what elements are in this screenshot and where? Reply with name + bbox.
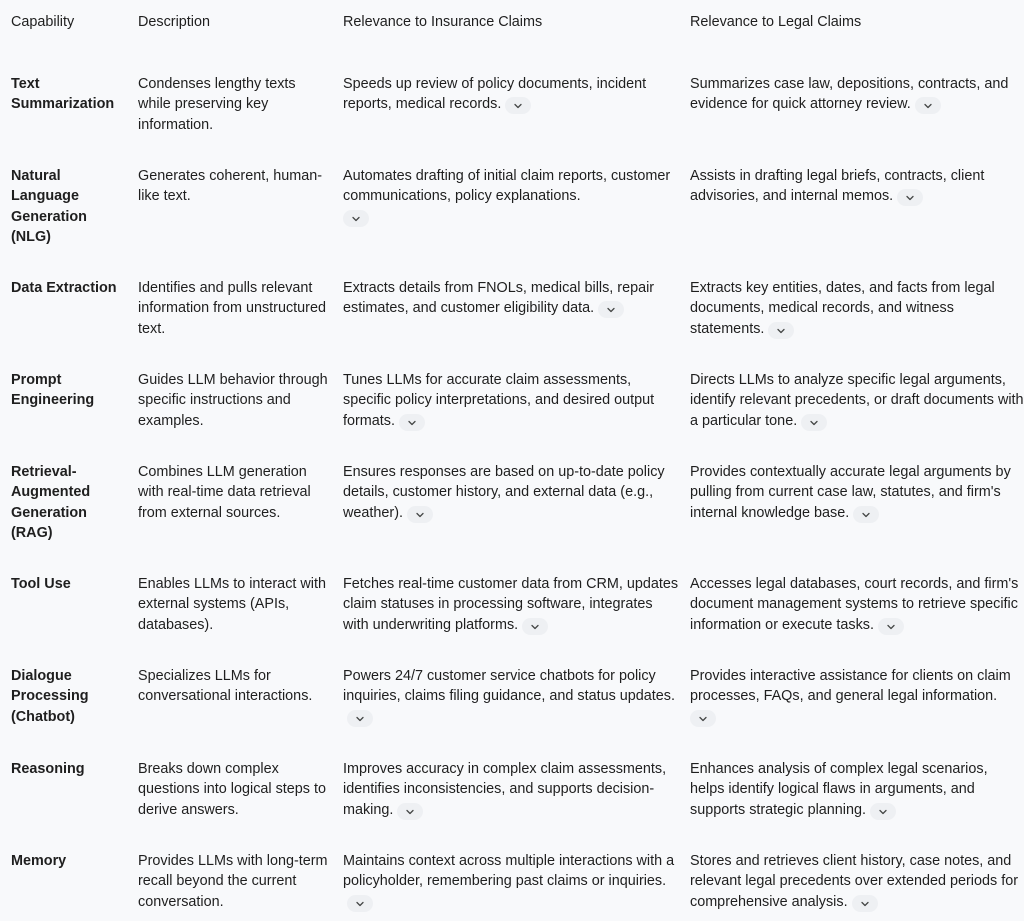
legal-text: Accesses legal databases, court records, and firm's document management systems to retrieve specific information or execute tasks. <box>690 576 1019 633</box>
legal-cell <box>679 54 1024 146</box>
header-description: Description <box>138 14 210 30</box>
legal-text: Provides contextually accurate legal arguments by pulling from current case law, statutes, and firm's internal knowledge base. <box>690 464 1011 521</box>
header-insurance: Relevance to Insurance Claims <box>343 14 543 30</box>
legal-text: Stores and retrieves client history, case notes, and relevant legal precedents over extended periods for comprehensive analysis. <box>690 853 1018 910</box>
legal-cell <box>679 146 1024 258</box>
insurance-cell <box>332 350 679 442</box>
capability-cell: Tool Use <box>11 576 71 592</box>
legal-cell <box>679 258 1024 350</box>
header-capability: Capability <box>11 14 75 30</box>
capability-cell: Text Summarization <box>11 76 115 113</box>
chevron-down-icon[interactable] <box>853 506 879 523</box>
chevron-down-icon[interactable] <box>915 97 941 114</box>
legal-cell <box>679 350 1024 442</box>
insurance-cell <box>332 831 679 921</box>
insurance-text: Powers 24/7 customer service chatbots for policy inquiries, claims filing guidance, and status updates. <box>343 668 675 705</box>
chevron-down-icon[interactable] <box>690 710 716 727</box>
chevron-down-icon[interactable] <box>801 414 827 431</box>
legal-text: Assists in drafting legal briefs, contracts, client advisories, and internal memos. <box>690 168 985 205</box>
table-row <box>0 831 1024 921</box>
insurance-cell <box>332 739 679 831</box>
insurance-cell <box>332 646 679 739</box>
chevron-down-icon[interactable] <box>897 189 923 206</box>
chevron-down-icon[interactable] <box>407 506 433 523</box>
insurance-cell <box>332 54 679 146</box>
chevron-down-icon[interactable] <box>870 803 896 820</box>
chevron-down-icon[interactable] <box>347 895 373 912</box>
insurance-text: Extracts details from FNOLs, medical bills, repair estimates, and customer eligibility data. <box>343 280 655 317</box>
legal-text: Provides interactive assistance for clients on claim processes, FAQs, and general legal information. <box>690 668 1011 705</box>
legal-text: Extracts key entities, dates, and facts from legal documents, medical records, and witness statements. <box>690 280 995 337</box>
table-row <box>0 350 1024 442</box>
chevron-down-icon[interactable] <box>505 97 531 114</box>
capability-cell: Prompt Engineering <box>11 372 95 409</box>
chevron-down-icon[interactable] <box>522 618 548 635</box>
legal-text: Enhances analysis of complex legal scenarios, helps identify logical flaws in arguments, and supports strategic planning. <box>690 761 988 818</box>
legal-cell <box>679 646 1024 739</box>
chevron-down-icon[interactable] <box>878 618 904 635</box>
table-header-row <box>0 0 1024 54</box>
description-cell: Condenses lengthy texts while preserving key information. <box>138 76 296 133</box>
insurance-cell <box>332 146 679 258</box>
insurance-text: Speeds up review of policy documents, incident reports, medical records. <box>343 76 647 113</box>
insurance-cell <box>332 442 679 554</box>
table-row <box>0 146 1024 258</box>
description-cell: Combines LLM generation with real-time data retrieval from external sources. <box>138 464 311 521</box>
legal-text: Directs LLMs to analyze specific legal arguments, identify relevant precedents, or draft documents with a particular tone. <box>690 372 1024 429</box>
chevron-down-icon[interactable] <box>343 210 369 227</box>
insurance-cell <box>332 554 679 646</box>
capability-cell: Dialogue Processing (Chatbot) <box>11 668 89 725</box>
description-cell: Generates coherent, human-like text. <box>138 168 322 205</box>
chevron-down-icon[interactable] <box>399 414 425 431</box>
description-cell: Enables LLMs to interact with external systems (APIs, databases). <box>138 576 326 633</box>
description-cell: Specializes LLMs for conversational interactions. <box>138 668 313 705</box>
capability-cell: Retrieval-Augmented Generation (RAG) <box>11 464 91 541</box>
legal-cell <box>679 442 1024 554</box>
legal-text: Summarizes case law, depositions, contracts, and evidence for quick attorney review. <box>690 76 1009 113</box>
insurance-text: Ensures responses are based on up-to-date policy details, customer history, and external data (e.g., weather). <box>343 464 665 521</box>
table-row <box>0 554 1024 646</box>
insurance-text: Tunes LLMs for accurate claim assessments, specific policy interpretations, and desired output formats. <box>343 372 655 429</box>
capability-cell: Memory <box>11 853 67 869</box>
insurance-cell <box>332 258 679 350</box>
chevron-down-icon[interactable] <box>598 301 624 318</box>
legal-cell <box>679 554 1024 646</box>
chevron-down-icon[interactable] <box>768 322 794 339</box>
description-cell: Breaks down complex questions into logical steps to derive answers. <box>138 761 326 818</box>
capability-cell: Data Extraction <box>11 280 117 296</box>
insurance-text: Fetches real-time customer data from CRM, updates claim statuses in processing software, integrates with underwriting platforms. <box>343 576 679 633</box>
description-cell: Identifies and pulls relevant information from unstructured text. <box>138 280 326 337</box>
insurance-text: Automates drafting of initial claim reports, customer communications, policy explanations. <box>343 168 671 205</box>
insurance-text: Improves accuracy in complex claim assessments, identifies inconsistencies, and supports decision-making. <box>343 761 667 818</box>
capability-cell: Reasoning <box>11 761 85 777</box>
table-row <box>0 258 1024 350</box>
chevron-down-icon[interactable] <box>347 710 373 727</box>
insurance-text: Maintains context across multiple interactions with a policyholder, remembering past claims or inquiries. <box>343 853 675 890</box>
legal-cell <box>679 831 1024 921</box>
legal-cell <box>679 739 1024 831</box>
chevron-down-icon[interactable] <box>852 895 878 912</box>
header-legal: Relevance to Legal Claims <box>690 14 862 30</box>
chevron-down-icon[interactable] <box>397 803 423 820</box>
table-row <box>0 739 1024 831</box>
table-row <box>0 442 1024 554</box>
capability-cell: Natural Language Generation (NLG) <box>11 168 87 245</box>
description-cell: Guides LLM behavior through specific instructions and examples. <box>138 372 328 429</box>
description-cell: Provides LLMs with long-term recall beyond the current conversation. <box>138 853 328 910</box>
table-row <box>0 646 1024 739</box>
table-row <box>0 54 1024 146</box>
